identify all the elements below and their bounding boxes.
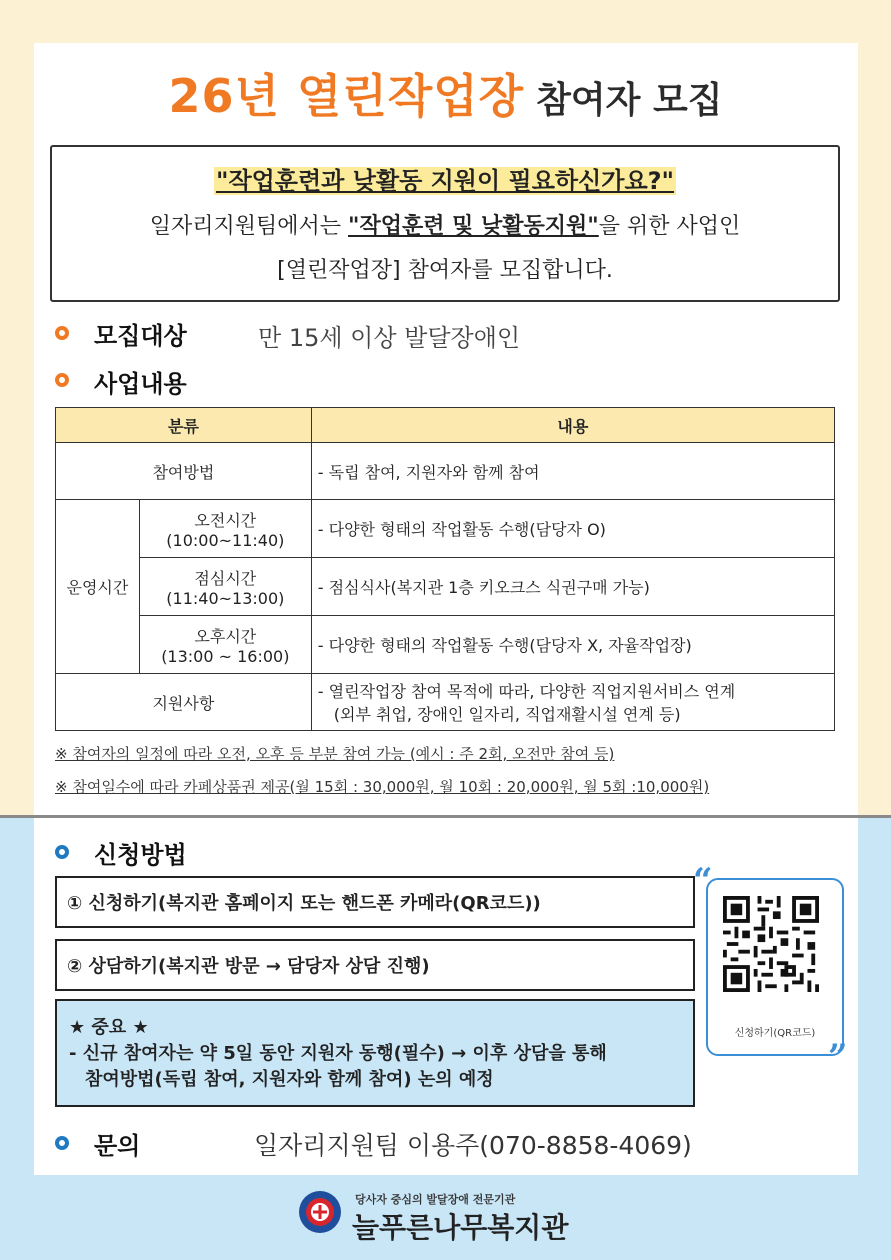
apply-bullet-icon bbox=[55, 845, 69, 859]
page-title bbox=[0, 60, 891, 126]
business-label: 사업내용 bbox=[94, 370, 187, 398]
important-box bbox=[55, 999, 695, 1107]
lunch-content: - 점심식사(복지관 1층 키오크스 식권구매 가능) bbox=[311, 558, 834, 616]
table-header-category: 분류 bbox=[56, 408, 312, 443]
table-row bbox=[56, 616, 835, 674]
table-row bbox=[56, 558, 835, 616]
participation-label: 참여방법 bbox=[56, 443, 312, 500]
morning-label-cell bbox=[139, 500, 311, 558]
lunch-label: 점심시간 bbox=[194, 568, 257, 588]
footer-subtitle: 당사자 중심의 발달장애 전문기관 bbox=[355, 1193, 516, 1206]
contact-value: 일자리지원팀 이용주(070-8858-4069) bbox=[254, 1131, 692, 1160]
title-rest: 참여자 모집 bbox=[536, 80, 723, 121]
table-row bbox=[56, 500, 835, 558]
important-title: ★ 중요 ★ bbox=[69, 1017, 149, 1038]
important-line-2: 참여방법(독립 참여, 지원자와 함께 참여) 논의 예정 bbox=[85, 1069, 494, 1090]
note-1: ※ 참여자의 일정에 따라 오전, 오후 등 부분 참여 가능 (예시 : 주 2회, 오전만 참여 등) bbox=[55, 745, 615, 763]
business-table bbox=[55, 407, 835, 731]
afternoon-label-cell bbox=[139, 616, 311, 674]
afternoon-time: (13:00 ~ 16:00) bbox=[161, 646, 290, 666]
recruit-value: 만 15세 이상 발달장애인 bbox=[258, 324, 521, 352]
organization-logo-icon bbox=[298, 1190, 342, 1234]
table-row bbox=[56, 674, 835, 731]
afternoon-content: - 다양한 형태의 작업활동 수행(담당자 X, 자율작업장) bbox=[311, 616, 834, 674]
table-header-content: 내용 bbox=[311, 408, 834, 443]
operation-label: 운영시간 bbox=[56, 500, 140, 674]
morning-content: - 다양한 형태의 작업활동 수행(담당자 O) bbox=[311, 500, 834, 558]
table-header-row bbox=[56, 408, 835, 443]
qr-caption: 신청하기(QR코드) bbox=[734, 1028, 816, 1039]
recruit-bullet-icon bbox=[55, 326, 69, 340]
afternoon-label: 오후시간 bbox=[194, 626, 257, 646]
intro-line-1-pre: 일자리지원팀에서는 bbox=[149, 214, 348, 239]
support-label: 지원사항 bbox=[56, 674, 312, 731]
contact-bullet-icon bbox=[55, 1136, 69, 1150]
intro-question-text: "작업훈련과 낮활동 지원이 필요하신가요?" bbox=[215, 167, 675, 195]
step-apply-box bbox=[55, 876, 695, 928]
table-row bbox=[56, 443, 835, 500]
note-2: ※ 참여일수에 따라 카페상품권 제공(월 15회 : 30,000원, 월 10회 : 20,000원, 월 5회 :10,000원) bbox=[55, 778, 710, 796]
support-content-1: - 열린작업장 참여 목적에 따라, 다양한 직업지원서비스 연계 bbox=[317, 682, 736, 701]
footer-org-name: 늘푸른나무복지관 bbox=[352, 1211, 569, 1244]
lunch-label-cell bbox=[139, 558, 311, 616]
intro-line-2: [열린작업장] 참여자를 모집합니다. bbox=[277, 258, 613, 283]
qr-code-icon[interactable] bbox=[723, 896, 819, 992]
step-consult-box bbox=[55, 939, 695, 991]
open-quote-icon: “ bbox=[693, 861, 713, 901]
morning-time: (10:00~11:40) bbox=[166, 530, 285, 550]
lunch-time: (11:40~13:00) bbox=[166, 588, 285, 608]
business-bullet-icon bbox=[55, 373, 69, 387]
title-accent: 26년 열린작업장 bbox=[168, 69, 525, 123]
important-line-1: - 신규 참여자는 약 5일 동안 지원자 동행(필수) → 이후 상담을 통해 bbox=[69, 1043, 607, 1064]
recruit-label: 모집대상 bbox=[94, 322, 187, 350]
support-content-2: (외부 취업, 장애인 일자리, 직업재활시설 연계 등) bbox=[333, 705, 681, 724]
close-quote-icon: ” bbox=[828, 1037, 848, 1077]
intro-line-1-post: 을 위한 사업인 bbox=[598, 214, 741, 239]
intro-question bbox=[52, 161, 838, 196]
participation-content: - 독립 참여, 지원자와 함께 참여 bbox=[311, 443, 834, 500]
support-content-cell bbox=[311, 674, 834, 731]
apply-label: 신청방법 bbox=[94, 841, 187, 869]
intro-box bbox=[50, 145, 840, 302]
morning-label: 오전시간 bbox=[194, 510, 257, 530]
intro-line-1 bbox=[52, 209, 838, 240]
contact-label: 문의 bbox=[94, 1132, 141, 1160]
step-consult-text: ② 상담하기(복지관 방문 → 담당자 상담 진행) bbox=[67, 956, 430, 977]
step-apply-text: ① 신청하기(복지관 홈페이지 또는 핸드폰 카메라(QR코드)) bbox=[67, 893, 541, 914]
intro-line-1-emphasis: "작업훈련 및 낮활동지원" bbox=[348, 214, 599, 239]
